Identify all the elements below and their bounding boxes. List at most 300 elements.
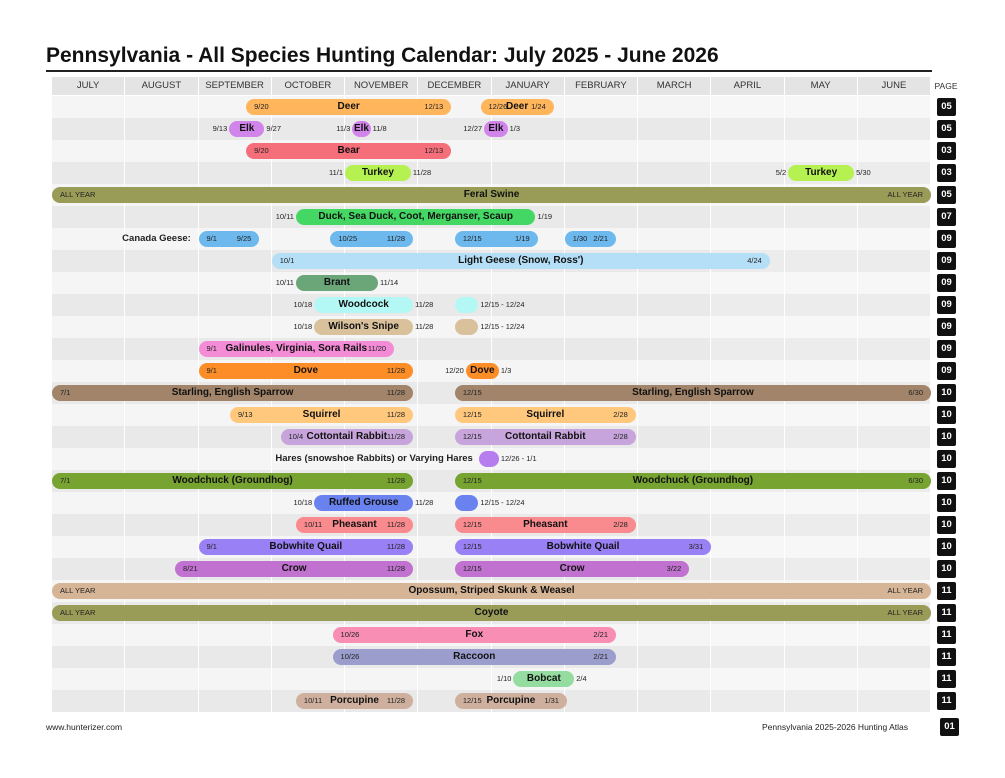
row-cell — [125, 272, 198, 294]
season-end-date: 2/21 — [593, 234, 609, 243]
row-cell — [199, 272, 272, 294]
season-start-date: ALL YEAR — [60, 608, 96, 617]
page-reference[interactable]: 10 — [937, 560, 956, 578]
season-end-date: 2/28 — [613, 432, 628, 441]
page-reference[interactable]: 09 — [937, 296, 956, 314]
row-cell — [565, 96, 638, 118]
row-cell — [52, 426, 125, 448]
row-cell — [345, 668, 418, 690]
season-start-date: 10/26 — [340, 630, 360, 639]
row-cell — [125, 404, 198, 426]
row-cell — [565, 206, 638, 228]
row-cell — [125, 536, 198, 558]
row-cell — [785, 316, 858, 338]
page-reference[interactable]: 11 — [937, 648, 956, 666]
season-label: Cottontail Rabbit — [306, 431, 388, 442]
page-reference[interactable]: 09 — [937, 318, 956, 336]
season-end-date: 11/28 — [415, 498, 434, 507]
row-cell — [125, 206, 198, 228]
season-label: Pheasant — [332, 519, 377, 530]
row-cell — [492, 140, 565, 162]
page-reference[interactable]: 03 — [937, 142, 956, 160]
season-end-date: 11/28 — [415, 300, 434, 309]
row-cell — [492, 272, 565, 294]
season-bar[interactable] — [455, 297, 478, 313]
season-start-date: 8/21 — [183, 564, 198, 573]
row-cell — [638, 514, 711, 536]
row-cell — [638, 140, 711, 162]
row-cell — [199, 426, 272, 448]
season-end-date: 2/21 — [593, 652, 609, 661]
row-cell — [565, 162, 638, 184]
season-label: Squirrel — [302, 409, 341, 420]
season-start-date: 10/18 — [293, 322, 313, 331]
page-reference[interactable]: 11 — [937, 582, 956, 600]
season-label: Crow — [559, 563, 585, 574]
row-cell — [711, 624, 784, 646]
row-cell — [199, 316, 272, 338]
row-cell — [711, 140, 784, 162]
season-label: Pheasant — [523, 519, 568, 530]
month-october: OCTOBER — [272, 77, 345, 95]
page-reference[interactable]: 09 — [937, 362, 956, 380]
page-reference[interactable]: 09 — [937, 230, 956, 248]
row-cell — [125, 690, 198, 712]
row-cell — [638, 96, 711, 118]
season-end-date: 11/28 — [386, 542, 406, 551]
row-cell — [858, 338, 931, 360]
page-column-header: PAGE — [934, 81, 958, 91]
row-cell — [125, 162, 198, 184]
season-end-date: 11/8 — [372, 124, 387, 133]
row-cell — [272, 118, 345, 140]
row-cell — [638, 690, 711, 712]
season-end-date: 1/19 — [537, 212, 553, 221]
season-start-date: 12/15 — [462, 432, 482, 441]
season-start-date: 12/20 — [445, 366, 464, 375]
season-start-date: ALL YEAR — [60, 586, 96, 595]
season-end-date: ALL YEAR — [887, 586, 923, 595]
page-reference[interactable]: 07 — [937, 208, 956, 226]
row-cell — [711, 162, 787, 184]
row-cell — [711, 492, 784, 514]
month-july: JULY — [52, 77, 125, 95]
calendar-row — [52, 140, 931, 162]
row-cell — [125, 646, 198, 668]
row-cell — [638, 118, 711, 140]
season-start-date: 12/15 — [462, 520, 482, 529]
row-cell — [711, 96, 784, 118]
season-start-date: 10/25 — [338, 234, 358, 243]
page-reference[interactable]: 10 — [937, 494, 956, 512]
season-end-date: 12/13 — [424, 102, 444, 111]
row-cell — [858, 426, 931, 448]
season-end-date: 11/28 — [386, 564, 406, 573]
season-label: Porcupine — [330, 695, 379, 706]
row-cell — [711, 668, 784, 690]
row-cell — [125, 426, 198, 448]
season-end-date: 2/4 — [576, 674, 587, 683]
row-cell — [125, 514, 198, 536]
row-cell — [52, 360, 125, 382]
row-cell — [565, 118, 638, 140]
season-start-date: 9/1 — [206, 234, 217, 243]
row-cell — [565, 140, 638, 162]
month-august: AUGUST — [125, 77, 198, 95]
row-cell — [858, 206, 931, 228]
row-cell — [52, 668, 125, 690]
row-cell — [125, 96, 198, 118]
page-reference[interactable]: 10 — [937, 538, 956, 556]
season-end-date: 11/28 — [412, 168, 432, 177]
row-cell — [52, 272, 125, 294]
season-end-date: 11/28 — [386, 410, 406, 419]
season-end-date: 12/15 - 12/24 — [480, 322, 525, 331]
row-cell — [638, 448, 711, 470]
row-cell — [858, 118, 931, 140]
row-cell — [785, 492, 858, 514]
season-start-date: 10/18 — [293, 498, 313, 507]
season-label: Feral Swine — [463, 189, 520, 200]
row-cell — [785, 206, 858, 228]
row-cell — [785, 272, 858, 294]
footer-page-number: 01 — [940, 718, 959, 736]
season-label: Elk — [353, 123, 369, 134]
season-label: Woodcock — [338, 299, 389, 310]
row-cell — [785, 448, 858, 470]
page-reference[interactable]: 11 — [937, 604, 956, 622]
season-label: Starling, English Sparrow — [171, 387, 294, 398]
row-cell — [785, 118, 858, 140]
month-may: MAY — [785, 77, 858, 95]
season-start-date: 11/3 — [336, 124, 351, 133]
page-reference[interactable]: 10 — [937, 516, 956, 534]
season-end-date: 11/28 — [386, 388, 406, 397]
row-cell — [199, 646, 272, 668]
season-label: Elk — [488, 123, 504, 134]
season-start-date: 12/15 — [462, 234, 482, 243]
season-end-date: 12/26 - 1/1 — [500, 454, 537, 463]
row-cell — [785, 536, 858, 558]
row-cell — [858, 492, 931, 514]
season-end-date: 11/28 — [415, 322, 434, 331]
row-cell — [199, 492, 272, 514]
season-end-date: 6/30 — [908, 476, 923, 485]
page-reference[interactable]: 11 — [937, 670, 956, 688]
row-cell — [785, 668, 858, 690]
page-reference[interactable]: 09 — [937, 274, 956, 292]
season-end-date: 1/31 — [544, 696, 559, 705]
month-november: NOVEMBER — [345, 77, 418, 95]
row-cell — [565, 338, 638, 360]
season-label: Coyote — [474, 607, 509, 618]
season-label: Wilson's Snipe — [328, 321, 399, 332]
row-prefix-label: Hares (snowshoe Rabbits) or Varying Hares — [275, 453, 473, 464]
season-start-date: 1/30 — [572, 234, 588, 243]
season-start-date: 10/1 — [279, 256, 295, 265]
season-start-date: 12/26 — [488, 102, 508, 111]
row-cell — [785, 228, 858, 250]
row-cell — [492, 162, 565, 184]
row-cell — [125, 448, 198, 470]
row-cell — [711, 294, 784, 316]
row-cell — [565, 360, 638, 382]
season-start-date: 10/11 — [303, 520, 323, 529]
row-cell — [785, 624, 858, 646]
footer-website[interactable]: www.hunterizer.com — [46, 722, 123, 732]
row-cell — [858, 228, 931, 250]
row-cell — [858, 316, 931, 338]
row-cell — [638, 646, 711, 668]
row-cell — [638, 316, 711, 338]
row-cell — [125, 250, 198, 272]
row-cell — [858, 668, 931, 690]
season-label: Starling, English Sparrow — [632, 387, 754, 398]
row-cell — [711, 272, 784, 294]
page-reference[interactable]: 05 — [937, 98, 956, 116]
row-cell — [638, 294, 711, 316]
season-end-date: 9/27 — [266, 124, 282, 133]
season-start-date: 12/15 — [462, 696, 482, 705]
row-cell — [52, 338, 125, 360]
row-cell — [638, 360, 711, 382]
row-cell — [565, 272, 638, 294]
row-cell — [52, 492, 125, 514]
row-cell — [199, 624, 272, 646]
season-start-date: ALL YEAR — [60, 190, 96, 199]
row-cell — [858, 272, 931, 294]
page-title: Pennsylvania - All Species Hunting Calendar: July 2025 - June 2026 — [46, 44, 719, 67]
row-cell — [711, 118, 784, 140]
row-cell — [785, 690, 858, 712]
season-label: Bobwhite Quail — [546, 541, 620, 552]
row-cell — [52, 228, 125, 250]
row-cell — [52, 118, 125, 140]
row-cell — [125, 492, 198, 514]
season-bar[interactable] — [455, 319, 478, 335]
calendar-row — [52, 338, 931, 360]
row-cell — [711, 360, 784, 382]
page-reference[interactable]: 11 — [937, 626, 956, 644]
row-cell — [125, 294, 198, 316]
season-end-date: 11/28 — [386, 366, 406, 375]
row-cell — [52, 404, 125, 426]
calendar-row — [52, 272, 931, 294]
row-cell — [711, 514, 784, 536]
row-cell — [711, 690, 784, 712]
page-reference[interactable]: 05 — [937, 186, 956, 204]
season-end-date: ALL YEAR — [887, 608, 923, 617]
season-label: Galinules, Virginia, Sora Rails — [225, 343, 368, 354]
season-end-date: 11/28 — [386, 476, 406, 485]
row-cell — [492, 338, 565, 360]
row-cell — [199, 206, 272, 228]
season-start-date: 10/11 — [303, 696, 323, 705]
row-cell — [52, 448, 125, 470]
row-cell — [199, 448, 272, 470]
season-label: Squirrel — [526, 409, 565, 420]
season-label: Dove — [470, 365, 495, 376]
row-cell — [785, 426, 858, 448]
season-label: Turkey — [805, 167, 838, 178]
page-reference[interactable]: 10 — [937, 428, 956, 446]
row-cell — [272, 668, 345, 690]
row-cell — [418, 668, 491, 690]
season-end-date: 9/25 — [236, 234, 252, 243]
page-reference[interactable]: 11 — [937, 692, 956, 710]
row-cell — [711, 228, 784, 250]
season-end-date: 12/13 — [424, 146, 444, 155]
row-cell — [858, 140, 931, 162]
row-cell — [638, 426, 711, 448]
season-end-date: 4/24 — [747, 256, 762, 265]
season-start-date: 1/10 — [496, 674, 512, 683]
season-start-date: 11/1 — [328, 168, 343, 177]
row-cell — [125, 118, 198, 140]
row-cell — [199, 514, 272, 536]
row-cell — [199, 690, 272, 712]
page-reference[interactable]: 10 — [937, 472, 956, 490]
season-end-date: 2/28 — [613, 520, 628, 529]
row-prefix-label: Canada Geese: — [122, 233, 191, 244]
row-cell — [785, 360, 858, 382]
season-start-date: 9/1 — [206, 344, 217, 353]
row-cell — [638, 624, 711, 646]
row-cell — [52, 250, 125, 272]
season-label: Porcupine — [486, 695, 536, 706]
season-end-date: 1/24 — [531, 102, 546, 111]
season-end-date: 11/28 — [386, 696, 406, 705]
page-reference[interactable]: 10 — [937, 384, 956, 402]
row-cell — [858, 250, 931, 272]
season-start-date: 12/15 — [462, 564, 482, 573]
row-cell — [199, 668, 272, 690]
page-reference[interactable]: 05 — [937, 120, 956, 138]
month-april: APRIL — [711, 77, 784, 95]
month-december: DECEMBER — [418, 77, 491, 95]
row-cell — [565, 448, 638, 470]
row-cell — [858, 96, 931, 118]
season-end-date: 3/31 — [688, 542, 704, 551]
season-start-date: 12/15 — [462, 542, 482, 551]
row-cell — [565, 492, 638, 514]
row-cell — [638, 206, 711, 228]
row-cell — [418, 338, 491, 360]
row-cell — [638, 228, 711, 250]
season-label: Elk — [239, 123, 255, 134]
month-june: JUNE — [858, 77, 931, 95]
season-start-date: 9/20 — [254, 146, 269, 155]
month-september: SEPTEMBER — [199, 77, 272, 95]
season-start-date: 9/1 — [206, 542, 217, 551]
season-label: Turkey — [361, 167, 394, 178]
row-cell — [52, 162, 125, 184]
season-start-date: 7/1 — [60, 476, 71, 485]
row-cell — [565, 690, 638, 712]
season-label: Woodchuck (Groundhog) — [632, 475, 754, 486]
row-cell — [52, 514, 125, 536]
row-cell — [785, 558, 858, 580]
season-label: Woodchuck (Groundhog) — [172, 475, 293, 486]
row-cell — [858, 624, 931, 646]
row-cell — [785, 294, 858, 316]
month-january: JANUARY — [492, 77, 565, 95]
season-label: Duck, Sea Duck, Coot, Merganser, Scaup — [318, 211, 513, 222]
row-cell — [711, 404, 784, 426]
row-cell — [52, 690, 125, 712]
season-end-date: 11/28 — [386, 432, 406, 441]
row-cell — [785, 96, 858, 118]
row-cell — [638, 668, 711, 690]
season-start-date: 9/13 — [237, 410, 253, 419]
season-bar[interactable] — [479, 451, 499, 467]
row-cell — [711, 206, 784, 228]
row-cell — [638, 404, 711, 426]
row-cell — [565, 316, 638, 338]
page-reference[interactable]: 10 — [937, 450, 956, 468]
row-cell — [638, 162, 711, 184]
season-start-date: 12/15 — [462, 476, 482, 485]
season-start-date: 10/26 — [340, 652, 360, 661]
season-end-date: 3/22 — [666, 564, 682, 573]
season-start-date: 9/20 — [254, 102, 269, 111]
season-start-date: 10/18 — [293, 300, 313, 309]
season-end-date: 11/20 — [367, 344, 387, 353]
season-end-date: 2/28 — [613, 410, 628, 419]
season-label: Cottontail Rabbit — [505, 431, 586, 442]
season-end-date: 1/3 — [500, 366, 512, 375]
season-start-date: 12/15 — [462, 388, 482, 397]
page-reference[interactable]: 03 — [937, 164, 956, 182]
season-end-date: 11/28 — [386, 520, 406, 529]
row-cell — [199, 162, 272, 184]
page-reference[interactable]: 09 — [937, 340, 956, 358]
row-cell — [785, 646, 858, 668]
season-label: Deer — [506, 101, 529, 112]
season-label: Bobwhite Quail — [269, 541, 343, 552]
row-cell — [52, 536, 125, 558]
row-cell — [711, 448, 784, 470]
page-reference[interactable]: 09 — [937, 252, 956, 270]
row-cell — [858, 690, 931, 712]
season-label: Light Geese (Snow, Ross') — [458, 255, 584, 266]
row-cell — [52, 316, 125, 338]
season-end-date: 11/14 — [379, 278, 399, 287]
title-rule — [46, 70, 932, 72]
row-cell — [52, 558, 125, 580]
season-label: Fox — [465, 629, 484, 640]
season-start-date: 10/4 — [288, 432, 304, 441]
season-start-date: 9/1 — [206, 366, 217, 375]
season-bar[interactable] — [455, 495, 478, 511]
row-cell — [785, 404, 858, 426]
season-label: Deer — [337, 101, 360, 112]
row-cell — [858, 558, 931, 580]
row-cell — [711, 316, 784, 338]
row-cell — [52, 140, 125, 162]
row-cell — [785, 140, 858, 162]
row-cell — [785, 514, 858, 536]
season-start-date: 12/27 — [463, 124, 483, 133]
row-cell — [858, 294, 931, 316]
row-cell — [52, 206, 125, 228]
page-reference[interactable]: 10 — [937, 406, 956, 424]
season-label: Opossum, Striped Skunk & Weasel — [408, 585, 575, 596]
row-cell — [52, 294, 125, 316]
row-cell — [858, 360, 931, 382]
season-start-date: 7/1 — [60, 388, 71, 397]
season-end-date: 12/15 - 12/24 — [480, 300, 525, 309]
